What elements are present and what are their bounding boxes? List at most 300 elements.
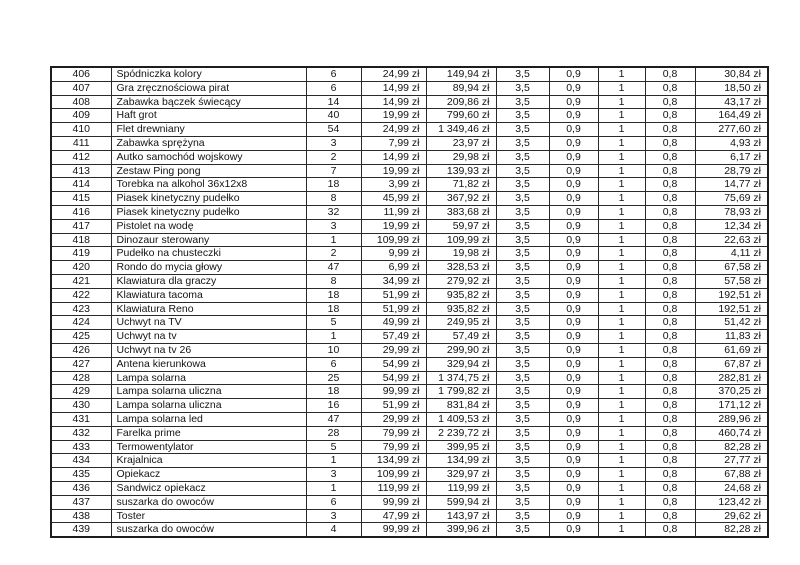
total-price: 249,95 zł <box>426 316 496 330</box>
row-number: 425 <box>51 330 111 344</box>
table-row <box>51 247 768 261</box>
total-price: 935,82 zł <box>426 288 496 302</box>
table-row <box>51 261 768 275</box>
factor-1: 3,5 <box>496 95 549 109</box>
total-price: 139,93 zł <box>426 164 496 178</box>
quantity: 25 <box>306 371 361 385</box>
product-name: Klawiatura tacoma <box>111 288 306 302</box>
factor-2: 0,9 <box>549 81 598 95</box>
factor-3: 1 <box>598 164 645 178</box>
unit-price: 109,99 zł <box>361 233 426 247</box>
factor-1: 3,5 <box>496 164 549 178</box>
factor-1: 3,5 <box>496 343 549 357</box>
factor-2: 0,9 <box>549 440 598 454</box>
row-number: 416 <box>51 205 111 219</box>
quantity: 54 <box>306 123 361 137</box>
quantity: 4 <box>306 523 361 537</box>
final-value: 75,69 zł <box>695 192 768 206</box>
quantity: 18 <box>306 178 361 192</box>
factor-4: 0,8 <box>645 412 695 426</box>
table-row <box>51 385 768 399</box>
final-value: 22,63 zł <box>695 233 768 247</box>
factor-3: 1 <box>598 302 645 316</box>
total-price: 89,94 zł <box>426 81 496 95</box>
factor-1: 3,5 <box>496 481 549 495</box>
quantity: 5 <box>306 440 361 454</box>
final-value: 4,11 zł <box>695 247 768 261</box>
total-price: 109,99 zł <box>426 233 496 247</box>
factor-4: 0,8 <box>645 81 695 95</box>
row-number: 418 <box>51 233 111 247</box>
factor-1: 3,5 <box>496 261 549 275</box>
factor-3: 1 <box>598 136 645 150</box>
table-row <box>51 205 768 219</box>
factor-1: 3,5 <box>496 426 549 440</box>
factor-3: 1 <box>598 109 645 123</box>
row-number: 437 <box>51 495 111 509</box>
quantity: 1 <box>306 481 361 495</box>
product-name: Farelka prime <box>111 426 306 440</box>
total-price: 1 799,82 zł <box>426 385 496 399</box>
factor-1: 3,5 <box>496 81 549 95</box>
factor-1: 3,5 <box>496 219 549 233</box>
final-value: 82,28 zł <box>695 440 768 454</box>
final-value: 24,68 zł <box>695 481 768 495</box>
factor-3: 1 <box>598 247 645 261</box>
factor-1: 3,5 <box>496 192 549 206</box>
quantity: 16 <box>306 399 361 413</box>
unit-price: 14,99 zł <box>361 150 426 164</box>
final-value: 67,88 zł <box>695 468 768 482</box>
quantity: 10 <box>306 343 361 357</box>
factor-2: 0,9 <box>549 192 598 206</box>
factor-1: 3,5 <box>496 205 549 219</box>
factor-1: 3,5 <box>496 150 549 164</box>
quantity: 3 <box>306 219 361 233</box>
unit-price: 19,99 zł <box>361 164 426 178</box>
unit-price: 54,99 zł <box>361 357 426 371</box>
total-price: 399,95 zł <box>426 440 496 454</box>
total-price: 29,98 zł <box>426 150 496 164</box>
product-name: Pudełko na chusteczki <box>111 247 306 261</box>
table-body <box>51 67 768 537</box>
quantity: 8 <box>306 192 361 206</box>
product-name: Spódniczka kolory <box>111 67 306 81</box>
total-price: 399,96 zł <box>426 523 496 537</box>
factor-4: 0,8 <box>645 247 695 261</box>
factor-2: 0,9 <box>549 233 598 247</box>
product-name: Zestaw Ping pong <box>111 164 306 178</box>
factor-1: 3,5 <box>496 109 549 123</box>
factor-4: 0,8 <box>645 357 695 371</box>
factor-2: 0,9 <box>549 468 598 482</box>
factor-1: 3,5 <box>496 316 549 330</box>
table-row <box>51 150 768 164</box>
row-number: 439 <box>51 523 111 537</box>
table-row <box>51 288 768 302</box>
unit-price: 109,99 zł <box>361 468 426 482</box>
table-row <box>51 164 768 178</box>
row-number: 433 <box>51 440 111 454</box>
unit-price: 51,99 zł <box>361 302 426 316</box>
row-number: 420 <box>51 261 111 275</box>
final-value: 27,77 zł <box>695 454 768 468</box>
total-price: 143,97 zł <box>426 509 496 523</box>
quantity: 3 <box>306 509 361 523</box>
quantity: 3 <box>306 468 361 482</box>
quantity: 18 <box>306 385 361 399</box>
final-value: 164,49 zł <box>695 109 768 123</box>
table-row <box>51 468 768 482</box>
final-value: 460,74 zł <box>695 426 768 440</box>
factor-1: 3,5 <box>496 330 549 344</box>
factor-4: 0,8 <box>645 440 695 454</box>
total-price: 799,60 zł <box>426 109 496 123</box>
row-number: 415 <box>51 192 111 206</box>
factor-1: 3,5 <box>496 495 549 509</box>
quantity: 5 <box>306 316 361 330</box>
total-price: 119,99 zł <box>426 481 496 495</box>
factor-4: 0,8 <box>645 67 695 81</box>
row-number: 421 <box>51 274 111 288</box>
factor-2: 0,9 <box>549 247 598 261</box>
factor-2: 0,9 <box>549 523 598 537</box>
product-name: Toster <box>111 509 306 523</box>
factor-4: 0,8 <box>645 123 695 137</box>
factor-1: 3,5 <box>496 178 549 192</box>
total-price: 209,86 zł <box>426 95 496 109</box>
table-row <box>51 357 768 371</box>
factor-2: 0,9 <box>549 495 598 509</box>
quantity: 18 <box>306 302 361 316</box>
final-value: 82,28 zł <box>695 523 768 537</box>
unit-price: 14,99 zł <box>361 81 426 95</box>
table-row <box>51 136 768 150</box>
factor-2: 0,9 <box>549 261 598 275</box>
row-number: 413 <box>51 164 111 178</box>
factor-3: 1 <box>598 371 645 385</box>
row-number: 436 <box>51 481 111 495</box>
row-number: 431 <box>51 412 111 426</box>
factor-3: 1 <box>598 481 645 495</box>
factor-1: 3,5 <box>496 357 549 371</box>
factor-3: 1 <box>598 385 645 399</box>
product-name: Uchwyt na TV <box>111 316 306 330</box>
table-row <box>51 330 768 344</box>
factor-3: 1 <box>598 192 645 206</box>
table-row <box>51 233 768 247</box>
unit-price: 24,99 zł <box>361 67 426 81</box>
row-number: 423 <box>51 302 111 316</box>
factor-2: 0,9 <box>549 164 598 178</box>
unit-price: 6,99 zł <box>361 261 426 275</box>
table-row <box>51 412 768 426</box>
total-price: 329,94 zł <box>426 357 496 371</box>
total-price: 23,97 zł <box>426 136 496 150</box>
factor-2: 0,9 <box>549 385 598 399</box>
quantity: 7 <box>306 164 361 178</box>
unit-price: 11,99 zł <box>361 205 426 219</box>
unit-price: 57,49 zł <box>361 330 426 344</box>
spreadsheet-area <box>50 66 769 538</box>
factor-1: 3,5 <box>496 136 549 150</box>
factor-3: 1 <box>598 330 645 344</box>
factor-2: 0,9 <box>549 399 598 413</box>
factor-4: 0,8 <box>645 316 695 330</box>
factor-1: 3,5 <box>496 468 549 482</box>
factor-4: 0,8 <box>645 205 695 219</box>
factor-1: 3,5 <box>496 412 549 426</box>
product-name: Gra zręcznościowa pirat <box>111 81 306 95</box>
final-value: 6,17 zł <box>695 150 768 164</box>
factor-1: 3,5 <box>496 385 549 399</box>
factor-3: 1 <box>598 468 645 482</box>
total-price: 299,90 zł <box>426 343 496 357</box>
factor-1: 3,5 <box>496 371 549 385</box>
quantity: 14 <box>306 95 361 109</box>
total-price: 19,98 zł <box>426 247 496 261</box>
factor-4: 0,8 <box>645 454 695 468</box>
unit-price: 49,99 zł <box>361 316 426 330</box>
product-name: Rondo do mycia głowy <box>111 261 306 275</box>
factor-3: 1 <box>598 261 645 275</box>
factor-1: 3,5 <box>496 67 549 81</box>
row-number: 435 <box>51 468 111 482</box>
factor-3: 1 <box>598 399 645 413</box>
factor-3: 1 <box>598 412 645 426</box>
factor-4: 0,8 <box>645 150 695 164</box>
total-price: 1 409,53 zł <box>426 412 496 426</box>
unit-price: 54,99 zł <box>361 371 426 385</box>
product-name: Uchwyt na tv <box>111 330 306 344</box>
total-price: 71,82 zł <box>426 178 496 192</box>
factor-3: 1 <box>598 357 645 371</box>
quantity: 3 <box>306 136 361 150</box>
factor-4: 0,8 <box>645 481 695 495</box>
product-name: Termowentylator <box>111 440 306 454</box>
factor-4: 0,8 <box>645 523 695 537</box>
unit-price: 119,99 zł <box>361 481 426 495</box>
product-name: Flet drewniany <box>111 123 306 137</box>
product-name: Autko samochód wojskowy <box>111 150 306 164</box>
factor-1: 3,5 <box>496 302 549 316</box>
row-number: 427 <box>51 357 111 371</box>
factor-4: 0,8 <box>645 426 695 440</box>
unit-price: 51,99 zł <box>361 288 426 302</box>
factor-2: 0,9 <box>549 95 598 109</box>
table-row <box>51 495 768 509</box>
unit-price: 99,99 zł <box>361 495 426 509</box>
factor-2: 0,9 <box>549 371 598 385</box>
total-price: 383,68 zł <box>426 205 496 219</box>
total-price: 1 349,46 zł <box>426 123 496 137</box>
products-table <box>50 66 769 538</box>
factor-2: 0,9 <box>549 509 598 523</box>
product-name: suszarka do owoców <box>111 523 306 537</box>
table-row <box>51 509 768 523</box>
unit-price: 34,99 zł <box>361 274 426 288</box>
factor-3: 1 <box>598 67 645 81</box>
factor-2: 0,9 <box>549 274 598 288</box>
final-value: 78,93 zł <box>695 205 768 219</box>
product-name: Lampa solarna <box>111 371 306 385</box>
total-price: 1 374,75 zł <box>426 371 496 385</box>
product-name: Pistolet na wodę <box>111 219 306 233</box>
factor-4: 0,8 <box>645 178 695 192</box>
factor-1: 3,5 <box>496 509 549 523</box>
table-row <box>51 399 768 413</box>
quantity: 6 <box>306 81 361 95</box>
product-name: Zabawka sprężyna <box>111 136 306 150</box>
unit-price: 51,99 zł <box>361 399 426 413</box>
product-name: Zabawka bączek świecący <box>111 95 306 109</box>
unit-price: 79,99 zł <box>361 440 426 454</box>
factor-2: 0,9 <box>549 219 598 233</box>
factor-2: 0,9 <box>549 357 598 371</box>
factor-4: 0,8 <box>645 164 695 178</box>
product-name: Haft grot <box>111 109 306 123</box>
product-name: Lampa solarna uliczna <box>111 399 306 413</box>
factor-3: 1 <box>598 233 645 247</box>
factor-2: 0,9 <box>549 123 598 137</box>
final-value: 61,69 zł <box>695 343 768 357</box>
final-value: 18,50 zł <box>695 81 768 95</box>
product-name: suszarka do owoców <box>111 495 306 509</box>
factor-4: 0,8 <box>645 509 695 523</box>
factor-1: 3,5 <box>496 247 549 261</box>
product-name: Sandwicz opiekacz <box>111 481 306 495</box>
factor-4: 0,8 <box>645 302 695 316</box>
row-number: 410 <box>51 123 111 137</box>
factor-3: 1 <box>598 205 645 219</box>
factor-4: 0,8 <box>645 288 695 302</box>
unit-price: 24,99 zł <box>361 123 426 137</box>
factor-3: 1 <box>598 343 645 357</box>
quantity: 28 <box>306 426 361 440</box>
total-price: 57,49 zł <box>426 330 496 344</box>
factor-2: 0,9 <box>549 481 598 495</box>
quantity: 6 <box>306 67 361 81</box>
factor-3: 1 <box>598 509 645 523</box>
product-name: Piasek kinetyczny pudełko <box>111 192 306 206</box>
factor-2: 0,9 <box>549 454 598 468</box>
factor-3: 1 <box>598 95 645 109</box>
quantity: 6 <box>306 357 361 371</box>
factor-3: 1 <box>598 150 645 164</box>
factor-2: 0,9 <box>549 67 598 81</box>
factor-2: 0,9 <box>549 205 598 219</box>
final-value: 43,17 zł <box>695 95 768 109</box>
factor-4: 0,8 <box>645 136 695 150</box>
factor-3: 1 <box>598 495 645 509</box>
unit-price: 134,99 zł <box>361 454 426 468</box>
factor-1: 3,5 <box>496 523 549 537</box>
row-number: 406 <box>51 67 111 81</box>
row-number: 424 <box>51 316 111 330</box>
unit-price: 3,99 zł <box>361 178 426 192</box>
final-value: 277,60 zł <box>695 123 768 137</box>
table-row <box>51 316 768 330</box>
unit-price: 9,99 zł <box>361 247 426 261</box>
quantity: 18 <box>306 288 361 302</box>
table-row <box>51 95 768 109</box>
row-number: 414 <box>51 178 111 192</box>
total-price: 134,99 zł <box>426 454 496 468</box>
total-price: 367,92 zł <box>426 192 496 206</box>
factor-4: 0,8 <box>645 330 695 344</box>
final-value: 123,42 zł <box>695 495 768 509</box>
final-value: 57,58 zł <box>695 274 768 288</box>
row-number: 429 <box>51 385 111 399</box>
unit-price: 19,99 zł <box>361 219 426 233</box>
final-value: 12,34 zł <box>695 219 768 233</box>
final-value: 14,77 zł <box>695 178 768 192</box>
total-price: 2 239,72 zł <box>426 426 496 440</box>
table-row <box>51 109 768 123</box>
row-number: 434 <box>51 454 111 468</box>
quantity: 2 <box>306 247 361 261</box>
quantity: 6 <box>306 495 361 509</box>
product-name: Lampa solarna uliczna <box>111 385 306 399</box>
final-value: 171,12 zł <box>695 399 768 413</box>
factor-4: 0,8 <box>645 399 695 413</box>
row-number: 438 <box>51 509 111 523</box>
unit-price: 7,99 zł <box>361 136 426 150</box>
factor-3: 1 <box>598 81 645 95</box>
final-value: 370,25 zł <box>695 385 768 399</box>
factor-4: 0,8 <box>645 109 695 123</box>
factor-3: 1 <box>598 123 645 137</box>
factor-4: 0,8 <box>645 468 695 482</box>
product-name: Klawiatura dla graczy <box>111 274 306 288</box>
row-number: 408 <box>51 95 111 109</box>
factor-3: 1 <box>598 178 645 192</box>
total-price: 599,94 zł <box>426 495 496 509</box>
factor-4: 0,8 <box>645 233 695 247</box>
factor-3: 1 <box>598 274 645 288</box>
row-number: 428 <box>51 371 111 385</box>
factor-2: 0,9 <box>549 302 598 316</box>
product-name: Uchwyt na tv 26 <box>111 343 306 357</box>
factor-4: 0,8 <box>645 385 695 399</box>
total-price: 328,53 zł <box>426 261 496 275</box>
final-value: 28,79 zł <box>695 164 768 178</box>
row-number: 432 <box>51 426 111 440</box>
factor-3: 1 <box>598 426 645 440</box>
factor-2: 0,9 <box>549 412 598 426</box>
quantity: 40 <box>306 109 361 123</box>
table-row <box>51 454 768 468</box>
factor-1: 3,5 <box>496 274 549 288</box>
final-value: 4,93 zł <box>695 136 768 150</box>
table-row <box>51 219 768 233</box>
product-name: Opiekacz <box>111 468 306 482</box>
factor-4: 0,8 <box>645 95 695 109</box>
table-row <box>51 440 768 454</box>
final-value: 51,42 zł <box>695 316 768 330</box>
final-value: 67,87 zł <box>695 357 768 371</box>
factor-4: 0,8 <box>645 371 695 385</box>
factor-1: 3,5 <box>496 454 549 468</box>
quantity: 32 <box>306 205 361 219</box>
final-value: 30,84 zł <box>695 67 768 81</box>
quantity: 8 <box>306 274 361 288</box>
product-name: Klawiatura Reno <box>111 302 306 316</box>
table-row <box>51 302 768 316</box>
row-number: 426 <box>51 343 111 357</box>
factor-2: 0,9 <box>549 109 598 123</box>
factor-2: 0,9 <box>549 150 598 164</box>
